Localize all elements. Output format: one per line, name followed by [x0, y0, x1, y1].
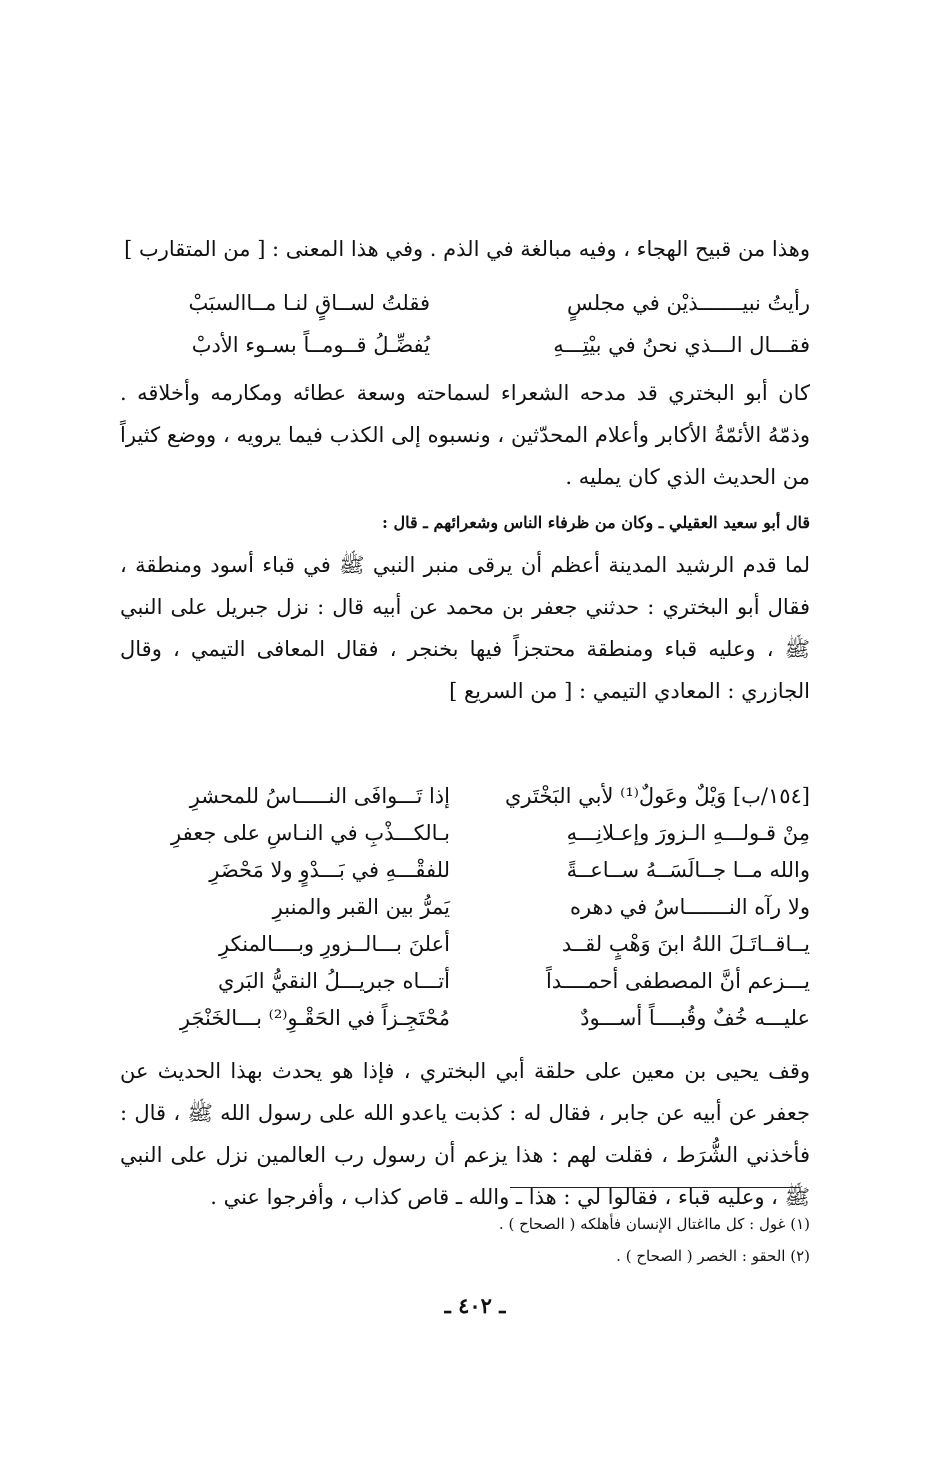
verse-first-hemistich: والله مــا جــالَسَــهُ ســاعــةً — [566, 858, 810, 882]
poem-verse — [160, 963, 810, 1000]
verse-first-hemistich: [١٥٤/ب] وَيْلٌ وعَولٌ⁽¹⁾ لأبي البَخْتَري — [504, 784, 810, 808]
verse-second-hemistich: بـالكـــذْبِ في النـاسِ على جعفرِ — [171, 821, 450, 845]
poem-verse — [160, 815, 810, 852]
verse-first-hemistich: فقـــال الـــذي نحنُ في بيْتِـــهِ — [553, 333, 810, 357]
verse-first-hemistich: يــاقــاتَـلَ اللهُ ابنَ وَهْبٍ لقــد — [561, 932, 810, 956]
verse-second-hemistich: للفقْـــهِ في بَـــدْوٍ ولا مَحْضَرِ — [209, 858, 450, 882]
poem-verse — [160, 778, 810, 815]
verse-second-hemistich: أتـــاه جبريـــلُ النقيُّ البَري — [218, 969, 450, 993]
verse-first-hemistich: ولا رآه النـــــــاسُ في دهره — [569, 895, 810, 919]
poem-sari — [160, 778, 810, 1037]
footnote: (٢) الحقو : الخصر ( الصحاح ) . — [616, 1247, 810, 1265]
paragraph-rashid-story: لما قدم الرشيد المدينة أعظم أن يرقى منبر النبي ﷺ في قباء أسود ومنطقة ، فقال أبو البختري : حدثني جعفر بن محمد عن أبيه قال : نزل جبريل على النبي ﷺ ، وعليه قباء ومنطقة محتجزاً فيها بخنجر ، فقال المعافى التيمي ، وقال الجازري : المعادي التيمي : [ من السريع ] — [120, 553, 810, 703]
footnote: (١) غول : كل مااغتال الإنسان فأهلكه ( الصحاح ) . — [498, 1215, 810, 1233]
verse-second-hemistich: إذا تَـــوافَى النـــــاسُ للمحشرِ — [189, 784, 450, 808]
footnote-divider — [510, 1187, 800, 1188]
poem-verse — [160, 852, 810, 889]
poem-verse — [130, 282, 810, 324]
verse-first-hemistich: مِنْ قـولـــهِ الـزورَ وإعـلانِـــهِ — [566, 821, 810, 845]
verse-second-hemistich: أعلنَ بـــالــزورِ وبــــالمنكرِ — [219, 932, 450, 956]
poem-mutaqarib — [130, 282, 810, 366]
paragraph-yahya-ibn-main: وقف يحيى بن معين على حلقة أبي البختري ، فإذا هو يحدث بهذا الحديث عن جعفر عن أبيه عن جابر ، فقال له : كذبت ياعدو الله على رسول الله ﷺ ، قال : فأخذني الشُّرَط ، فقلت لهم : هذا يزعم أن رسول رب العالمين نزل على النبي ﷺ ، وعليه قباء ، فقالوا لي : هذا ـ والله ـ قاص كذاب ، وأفرجوا عني . — [120, 1059, 810, 1209]
poem-verse — [130, 324, 810, 366]
verse-first-hemistich: رأيتُ نبيـــــــذيْن في مجلسٍ — [567, 291, 810, 315]
page-number: ـ ٤٠٢ ـ — [444, 1293, 506, 1318]
intro-line: وهذا من قبيح الهجاء ، وفيه مبالغة في الذم . وفي هذا المعنى : [ من المتقارب ] — [124, 237, 810, 261]
paragraph-abu-bakhtari: كان أبو البختري قد مدحه الشعراء لسماحته وسعة عطائه ومكارمه وأخلاقه . وذمّهُ الأئمّةُ الأكابر وأعلام المحدّثين ، ونسبوه إلى الكذب فيما يرويه ، ووضع كثيراً من الحديث الذي كان يمليه . — [120, 381, 810, 489]
verse-first-hemistich: عليـــه خُفٌ وقُبــــاً أســـودٌ — [580, 1006, 810, 1030]
verse-second-hemistich: يُفضِّـلُ قــومــاً بسـوء الأدبْ — [191, 333, 430, 357]
verse-first-hemistich: يـــزعم أنَّ المصطفى أحمــــداً — [545, 969, 810, 993]
verse-second-hemistich: يَمرُّ بين القبر والمنبرِ — [272, 895, 450, 919]
poem-verse — [160, 926, 810, 963]
verse-second-hemistich: فقلتُ لســاقٍ لنـا مــاالسبَبْ — [188, 291, 430, 315]
narration-heading: قال أبو سعيد العقيلي ـ وكان من ظرفاء الناس وشعرائهم ـ قال : — [381, 513, 810, 532]
verse-second-hemistich: مُحْتَجِـزاً في الحَقْـوِ⁽²⁾ بـــالخَنْجَرِ — [179, 1006, 450, 1030]
poem-verse — [160, 1000, 810, 1037]
poem-verse — [160, 889, 810, 926]
